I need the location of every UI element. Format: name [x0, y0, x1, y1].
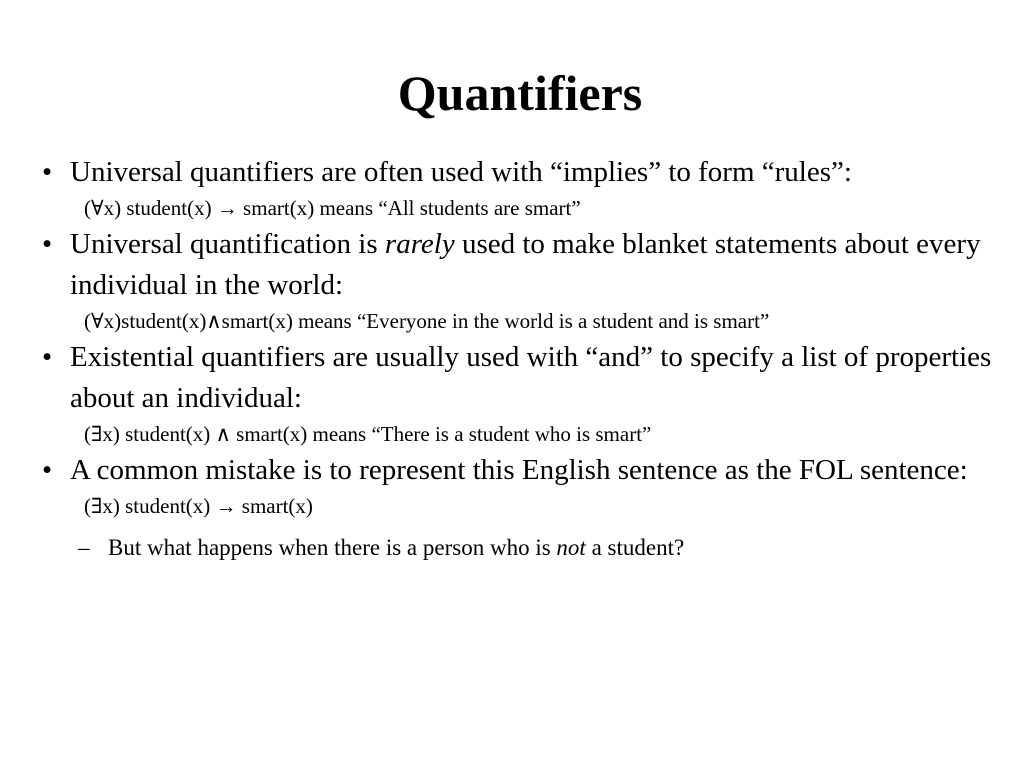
bullet-icon: •: [42, 156, 53, 188]
sub-item: (∃x) student(x) → smart(x): [84, 494, 313, 518]
bullet-item: [40, 337, 1024, 419]
slide-body: [40, 152, 1024, 563]
dash-text-part: But what happens when there is a person who is: [108, 535, 557, 560]
bullet-text: Existential quantifiers are usually used with “and” to specify a list of properties about an individual:: [70, 341, 992, 414]
emphasis-text: not: [556, 535, 586, 560]
sub-item: (∀x)student(x)∧smart(x) means “Everyone in the world is a student and is smart”: [84, 309, 770, 333]
sub-item: (∀x) student(x) → smart(x) means “All students are smart”: [84, 196, 581, 220]
bullet-text: A common mistake is to represent this English sentence as the FOL sentence:: [70, 454, 968, 486]
bullet-item: [40, 450, 1024, 491]
dash-icon: –: [78, 535, 90, 560]
emphasis-text: rarely: [384, 228, 455, 260]
bullet-icon: •: [42, 454, 53, 486]
dash-text-part: a student?: [585, 535, 685, 560]
bullet-icon: •: [42, 228, 53, 260]
bullet-item: [40, 152, 1024, 193]
bullet-item: [40, 224, 1024, 306]
bullet-text-part: used to make blanket statements about every individual in the world:: [70, 228, 981, 301]
bullet-text: Universal quantifiers are often used with “implies” to form “rules”:: [70, 156, 852, 188]
bullet-icon: •: [42, 341, 53, 373]
slide-title: Quantifiers: [397, 65, 643, 121]
bullet-text-part: Universal quantification is: [70, 228, 385, 260]
dash-item: [40, 533, 1024, 563]
bullet-text: [70, 228, 981, 301]
sub-item: (∃x) student(x) ∧ smart(x) means “There is a student who is smart”: [84, 422, 652, 446]
